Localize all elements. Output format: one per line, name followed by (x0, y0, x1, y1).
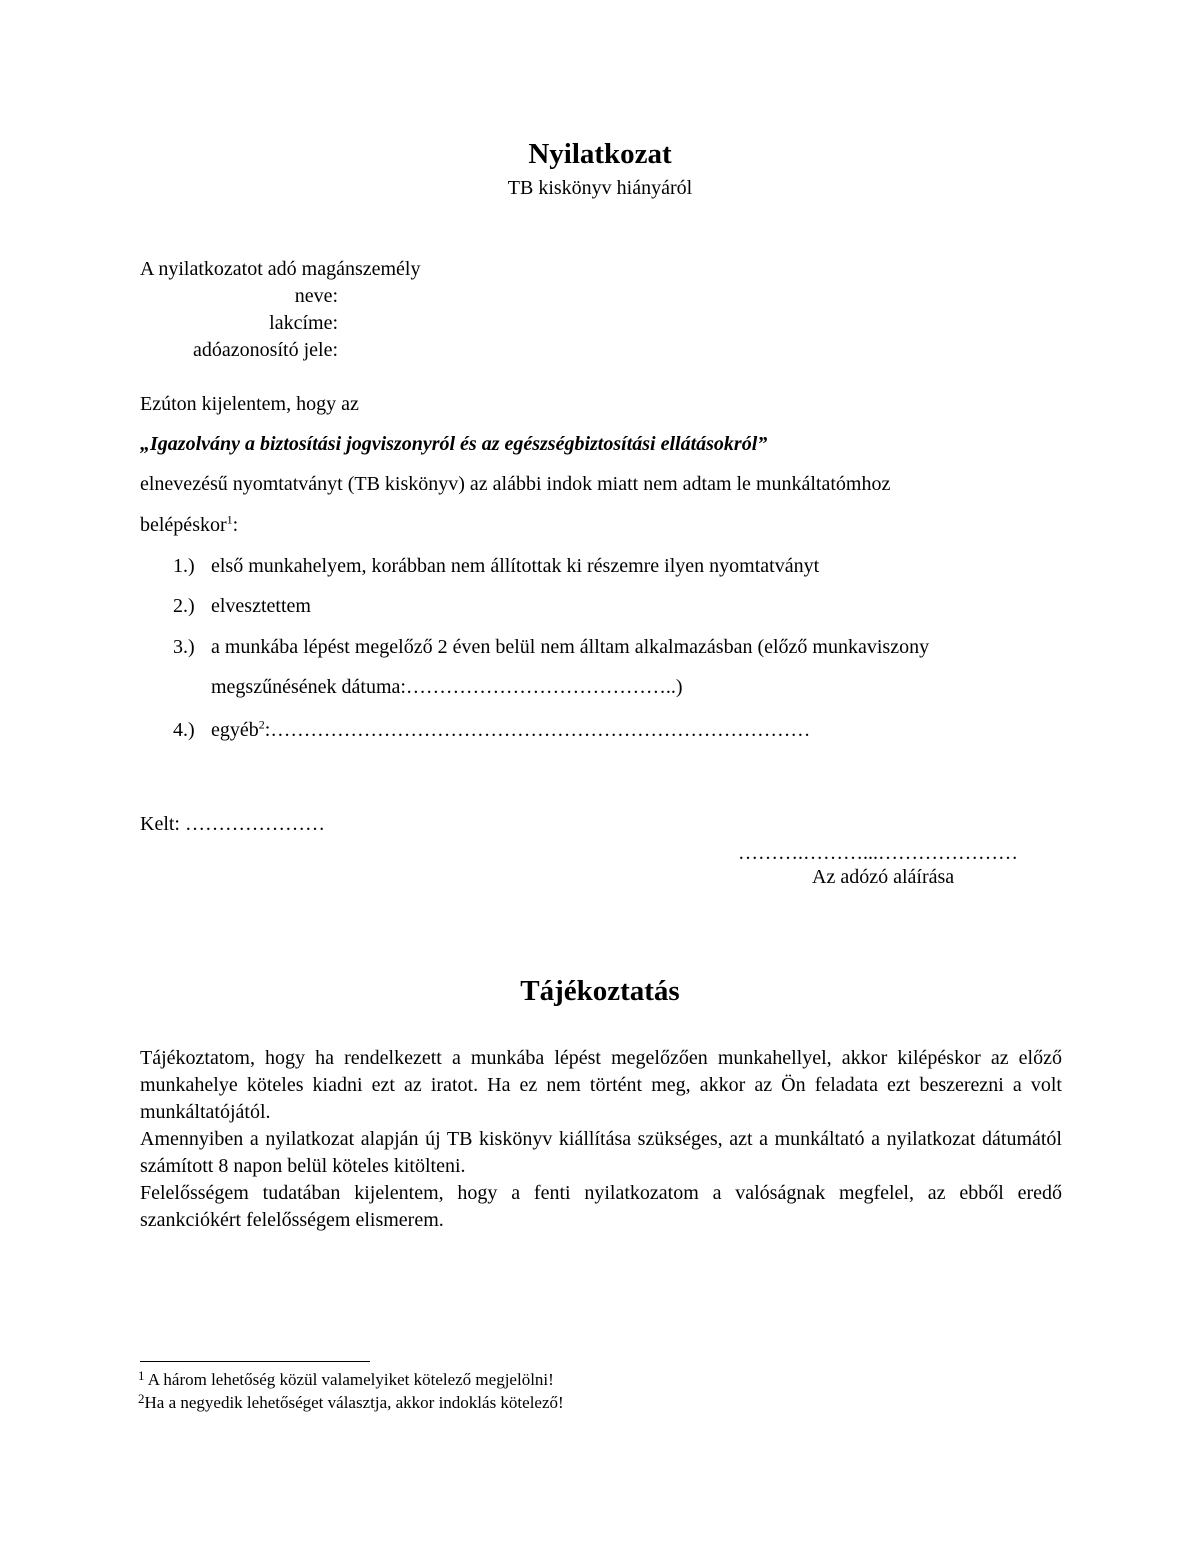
option-3-number: 3.) (173, 636, 195, 658)
date-line: Kelt: ………………… (140, 813, 325, 835)
option-3-text: a munkába lépést megelőző 2 éven belül nem álltam alkalmazásban (előző munkaviszony (211, 636, 930, 658)
option-3-continuation: megszűnésének dátuma:…………………………………..) (211, 676, 683, 698)
footnote-ref-2: 2 (258, 717, 265, 732)
info-paragraph-1: Tájékoztatom, hogy ha rendelkezett a munkába lépést megelőzően munkahellyel, akkor kilépéskor az előző munkahelye köteles kiadni ezt az iratot. Ha ez nem történt meg, akkor az Ön feladata ezt beszerezni a volt munkáltatójától. (140, 1047, 1062, 1123)
option-1-text: első munkahelyem, korábban nem állítottak ki részemre ilyen nyomtatványt (211, 555, 820, 577)
statement-line-1: Ezúton kijelentem, hogy az (140, 393, 359, 415)
footnote-1-number: 1 (138, 1368, 145, 1383)
statement-line-3-end: : (232, 514, 239, 536)
option-4-text (211, 719, 810, 742)
tax-id-label: adóazonosító jele: (193, 339, 338, 361)
footnote-1-text: A három lehetőség közül valamelyiket kötelező megjelölni! (144, 1370, 554, 1389)
document-title: Nyilatkozat (528, 138, 672, 170)
document-subtitle: TB kiskönyv hiányáról (507, 177, 693, 199)
statement-line-3-text: belépéskor (140, 514, 227, 536)
footnote-separator (140, 1361, 370, 1362)
footnote-2 (138, 1393, 564, 1413)
option-2-text: elvesztettem (211, 595, 311, 617)
name-label: neve: (294, 285, 338, 307)
signature-caption: Az adózó aláírása (812, 866, 955, 888)
footnote-2-number: 2 (138, 1391, 145, 1406)
footnote-1 (138, 1370, 554, 1390)
footnote-ref-1: 1 (226, 512, 233, 527)
info-body (140, 1045, 1062, 1234)
address-label: lakcíme: (269, 312, 338, 334)
option-4-dots: :……………………………………………………………………… (264, 719, 811, 741)
option-4-label: egyéb (211, 719, 259, 741)
signature-line: ……….………...………………… (738, 842, 1018, 864)
footnote-2-text: Ha a negyedik lehetőséget választja, akkor indoklás kötelező! (144, 1393, 564, 1412)
form-name: „Igazolvány a biztosítási jogviszonyról és az egészségbiztosítási ellátásokról” (140, 433, 768, 455)
option-1-number: 1.) (173, 555, 195, 577)
statement-line-2: elnevezésű nyomtatványt (TB kiskönyv) az alábbi indok miatt nem adtam le munkáltatómhoz (140, 473, 891, 495)
info-paragraph-2: Amennyiben a nyilatkozat alapján új TB kiskönyv kiállítása szükséges, azt a munkáltató a nyilatkozat dátumától számított 8 napon belül köteles kitölteni. (140, 1128, 1062, 1177)
option-2-number: 2.) (173, 595, 195, 617)
option-4-number: 4.) (173, 719, 195, 741)
info-paragraph-3: Felelősségem tudatában kijelentem, hogy a fenti nyilatkozatom a valóságnak megfelel, az ebből eredő szankciókért felelősségem elismerem. (140, 1182, 1062, 1231)
declarant-intro: A nyilatkozatot adó magánszemély (140, 258, 421, 280)
statement-line-3 (140, 514, 238, 537)
info-title: Tájékoztatás (520, 975, 680, 1007)
